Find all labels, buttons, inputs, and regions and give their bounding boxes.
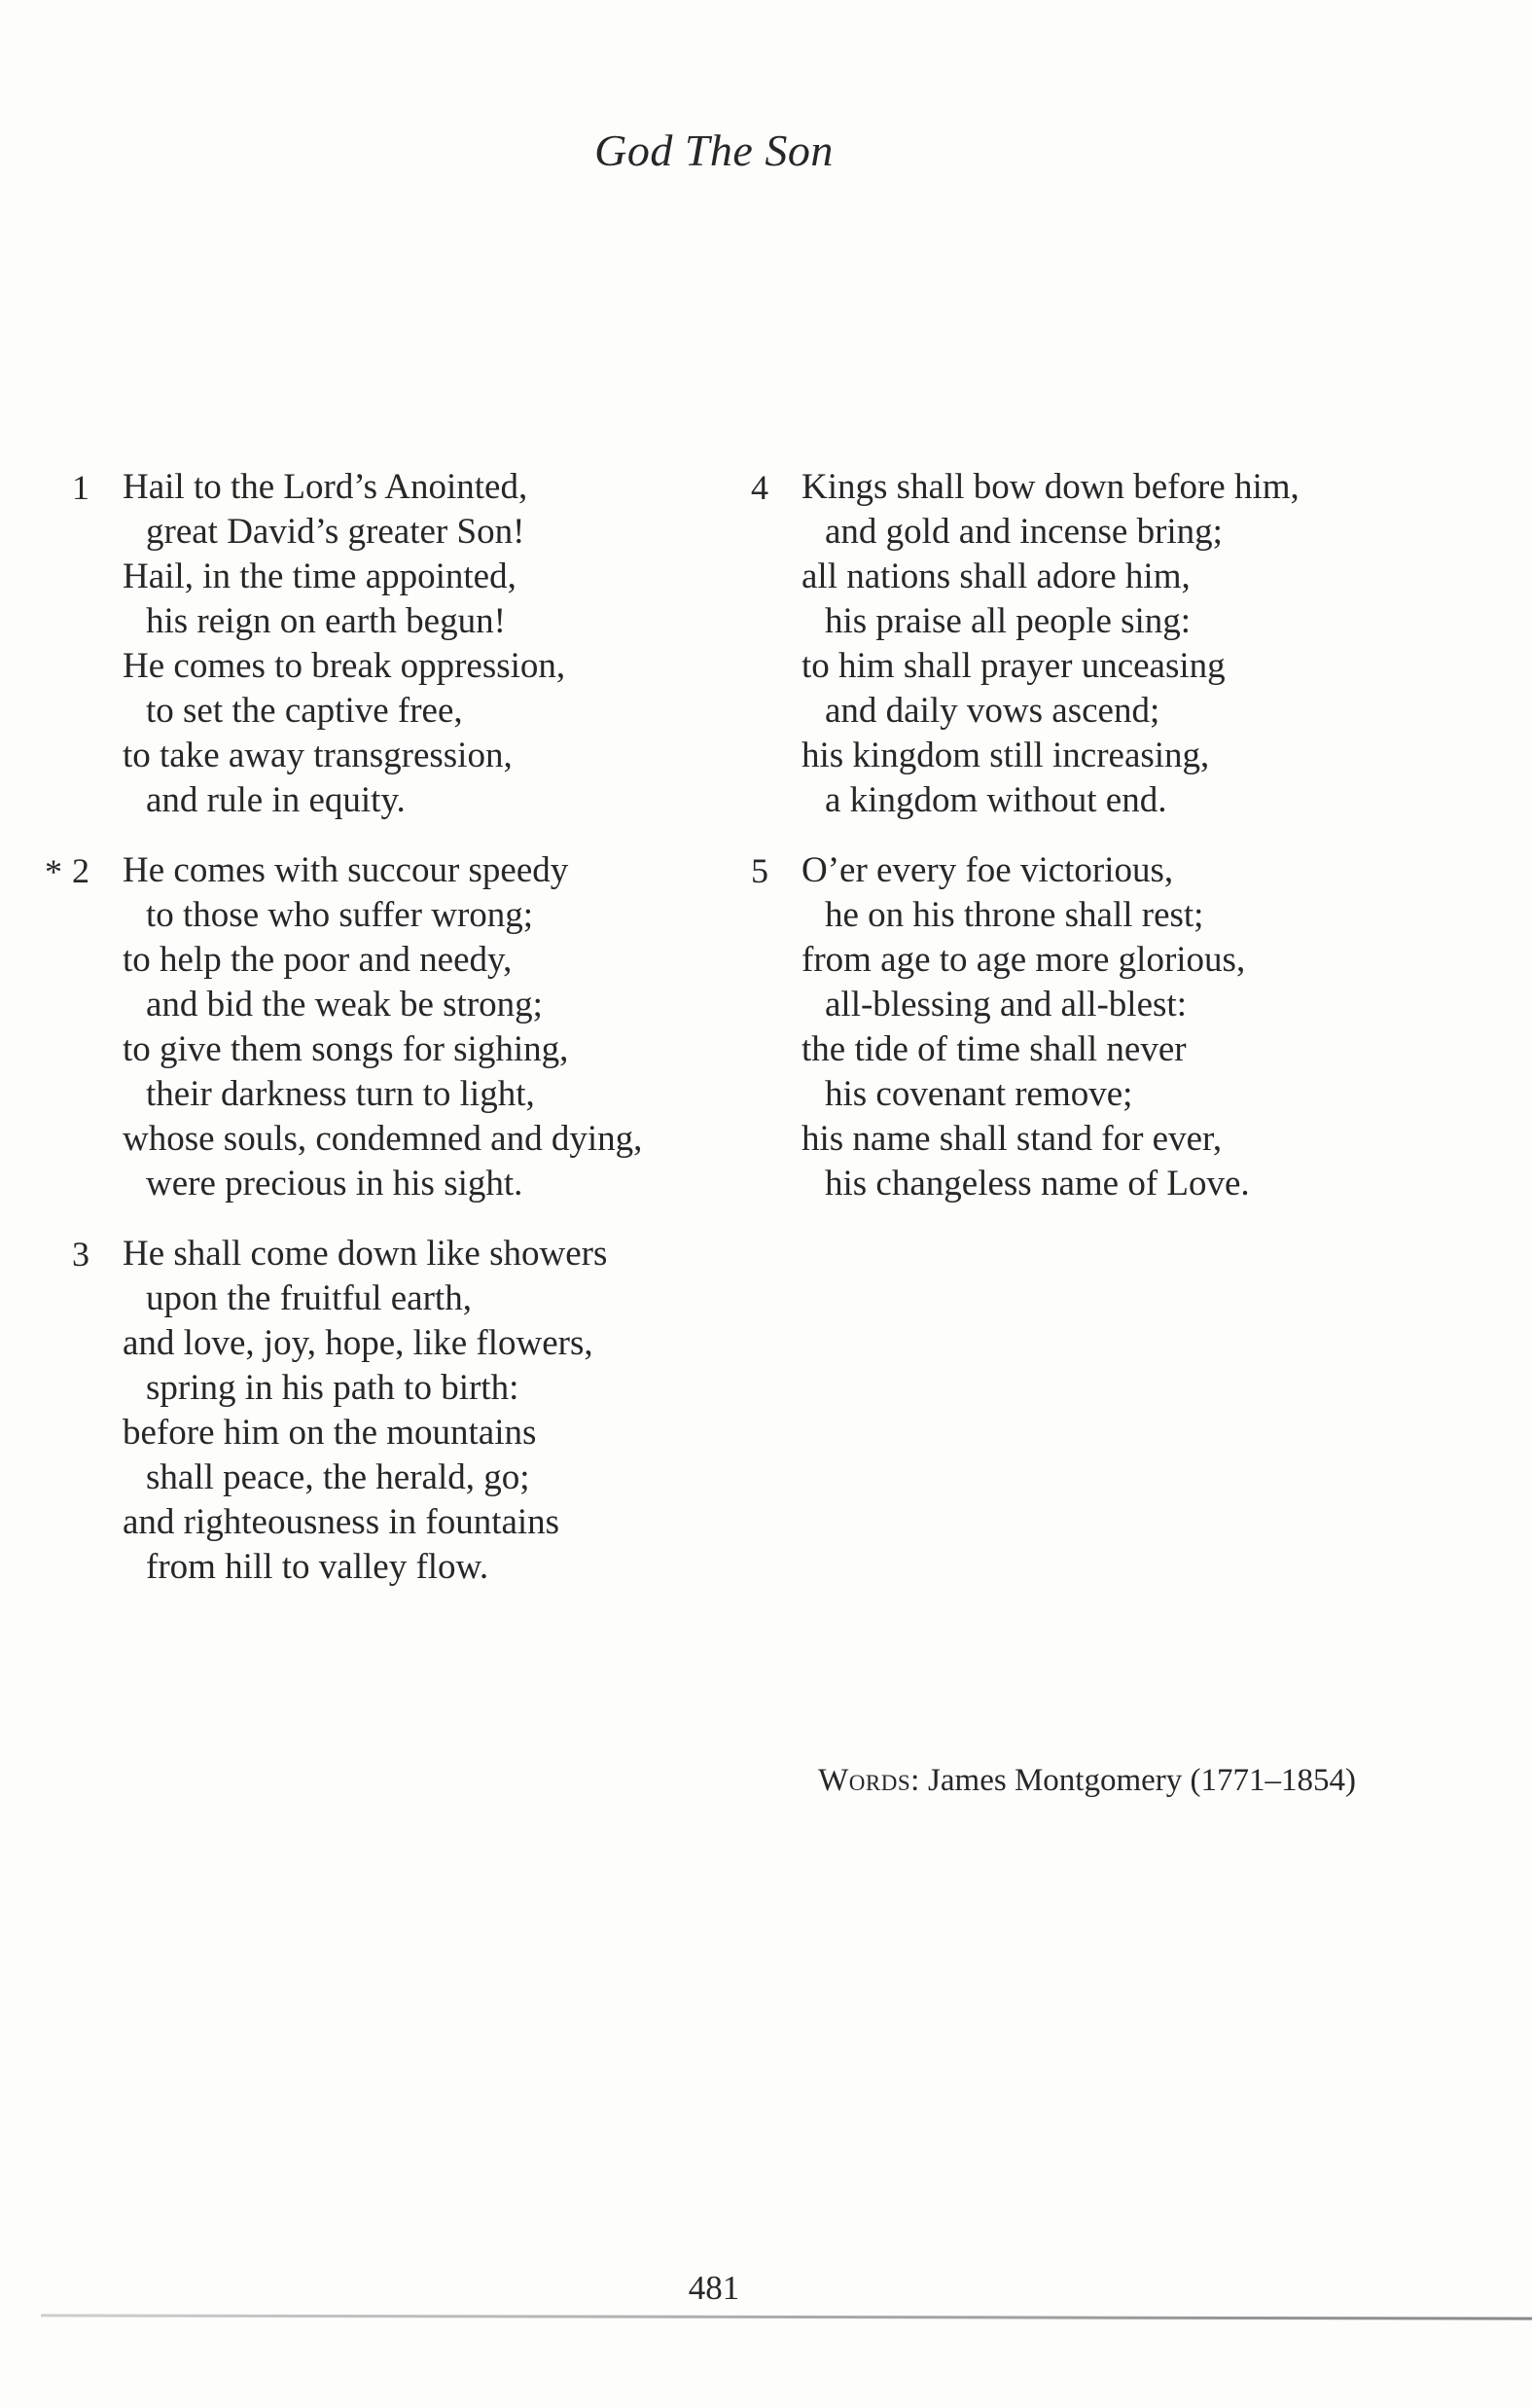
verse-line: to him shall prayer unceasing [802, 646, 1226, 686]
verse-lines [802, 848, 1356, 1206]
verse [72, 1232, 751, 1590]
verse-line: shall peace, the herald, go; [146, 1457, 530, 1497]
verse-line: Hail, in the time appointed, [123, 557, 517, 596]
verse-line: and bid the weak be strong; [146, 985, 543, 1024]
verse-number: 1 [72, 468, 89, 507]
hymn-column-right [751, 465, 1356, 1615]
hymn-column-left [45, 465, 751, 1615]
verse-line: Kings shall bow down before him, [802, 467, 1300, 507]
words-credit [818, 1763, 1356, 1799]
verse-line: to those who suffer wrong; [146, 895, 534, 935]
verse-line: upon the fruitful earth, [146, 1278, 472, 1318]
words-credit-label: Words: [818, 1763, 920, 1798]
verse-line: their darkness turn to light, [146, 1074, 535, 1114]
verse-line: from hill to valley flow. [146, 1547, 489, 1587]
verse [751, 848, 1356, 1206]
verse-line: his kingdom still increasing, [802, 736, 1210, 775]
verse-line: Hail to the Lord’s Anointed, [123, 467, 528, 507]
verse-line: whose souls, condemned and dying, [123, 1119, 643, 1159]
verse-number: 3 [72, 1235, 89, 1274]
words-credit-text: James Montgomery (1771–1854) [919, 1763, 1356, 1798]
verse-line: spring in his path to birth: [146, 1368, 519, 1408]
verse-lines [123, 848, 751, 1206]
verse-line: to help the poor and needy, [123, 940, 513, 980]
verse-line: were precious in his sight. [146, 1164, 523, 1204]
verse-line: great David’s greater Son! [146, 512, 525, 552]
section-heading: God The Son [594, 126, 834, 175]
verse-line: He shall come down like showers [123, 1234, 608, 1274]
verse-line: and love, joy, hope, like flowers, [123, 1323, 593, 1363]
verse-line: to give them songs for sighing, [123, 1029, 569, 1069]
verse-line: O’er every foe victorious, [802, 850, 1174, 890]
verse-line: his name shall stand for ever, [802, 1119, 1223, 1159]
verse-lines [802, 465, 1356, 823]
verse-line: to set the captive free, [146, 691, 463, 731]
verse-line: and righteousness in fountains [123, 1502, 560, 1542]
verse [72, 465, 751, 823]
verse-number: 4 [751, 468, 768, 507]
verse-flag: * [45, 852, 62, 891]
verse-line: he on his throne shall rest; [825, 895, 1204, 935]
verse-lines [123, 1232, 751, 1590]
verse-line: before him on the mountains [123, 1413, 537, 1453]
verse-line: from age to age more glorious, [802, 940, 1246, 980]
verse [751, 465, 1356, 823]
verse-line: his covenant remove; [825, 1074, 1133, 1114]
verse-line: and gold and incense bring; [825, 512, 1223, 552]
verse-line: a kingdom without end. [825, 780, 1167, 820]
verse-line: and rule in equity. [146, 780, 406, 820]
verse-line: his changeless name of Love. [825, 1164, 1250, 1204]
verse-line: to take away transgression, [123, 736, 513, 775]
verse-line: all-blessing and all-blest: [825, 985, 1187, 1024]
verse-lines [123, 465, 751, 823]
verse-line: all nations shall adore him, [802, 557, 1191, 596]
verse [45, 848, 751, 1206]
verse-line: and daily vows ascend; [825, 691, 1160, 731]
page-content [45, 0, 1356, 2408]
verse-number: 5 [751, 851, 768, 890]
verse-line: He comes with succour speedy [123, 850, 569, 890]
verse-line: He comes to break oppression, [123, 646, 566, 686]
verse-line: his praise all people sing: [825, 601, 1192, 641]
verse-line: the tide of time shall never [802, 1029, 1187, 1069]
page-number: 481 [688, 2269, 740, 2307]
verse-number: * 2 [72, 848, 123, 1206]
verse-line: his reign on earth begun! [146, 601, 506, 641]
hymn-text [45, 465, 1356, 1615]
